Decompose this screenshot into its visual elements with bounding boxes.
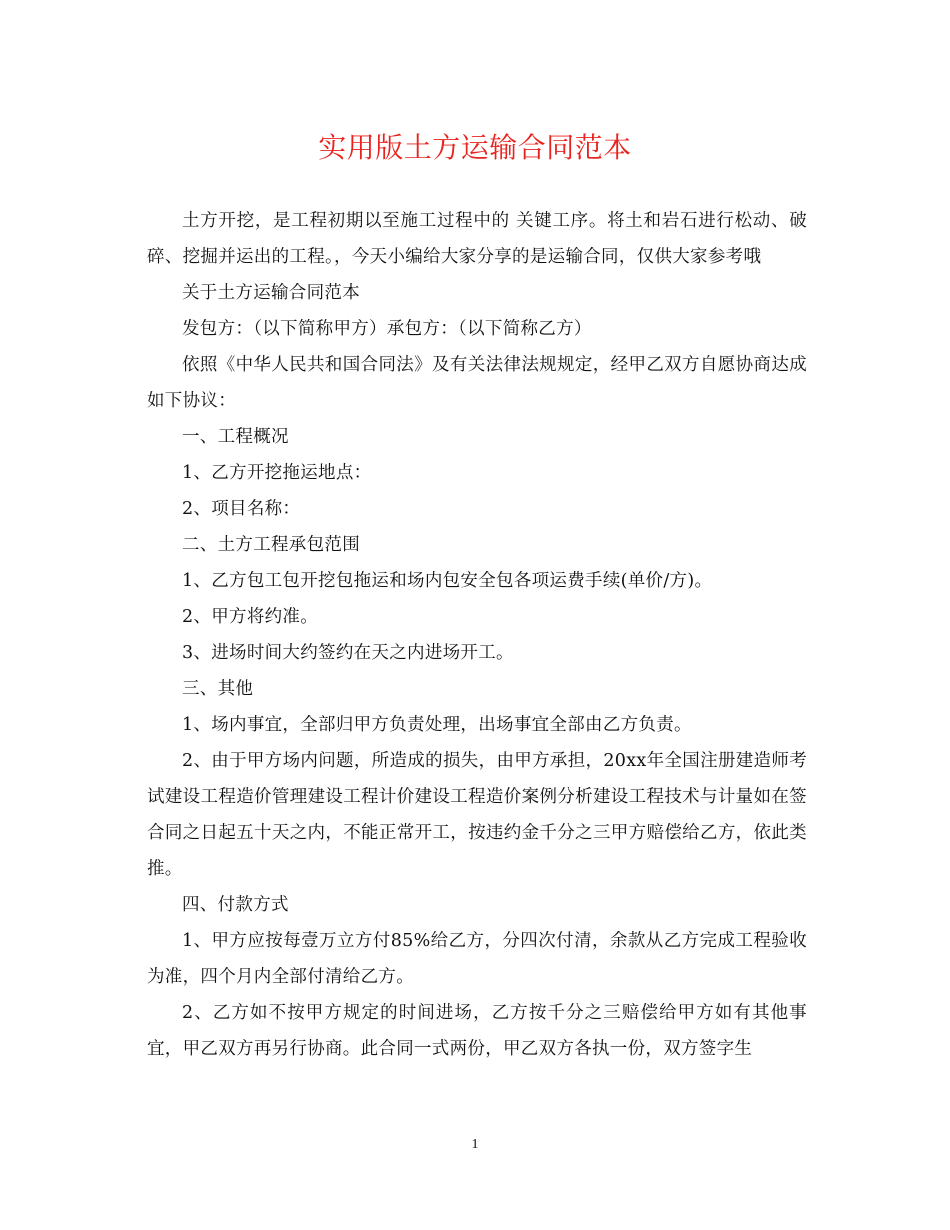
section-payment: 四、付款方式 [182, 895, 289, 915]
document-body [147, 203, 807, 1067]
clause-project-name: 2、项目名称： [182, 499, 301, 519]
clause-entry-time: 3、进场时间大约签约在天之内进场开工。 [182, 643, 514, 663]
section-other: 三、其他 [182, 679, 254, 699]
clause-late-entry: 2、乙方如不按甲方规定的时间进场，乙方按千分之三赔偿给甲方如有其他事宜，甲乙双方再另行协商。此合同一式两份，甲乙双方各执一份，双方签字生 [147, 1003, 807, 1059]
clause-losses: 2、由于甲方场内问题，所造成的损失，由甲方承担，20xx年全国注册建造师考试建设工程造价管理建设工程计价建设工程造价案例分析建设工程技术与计量如在签合同之日起五十天之内，不能正常开工，按违约金千分之三甲方赔偿给乙方，依此类推。 [147, 751, 807, 879]
clause-payment-terms: 1、甲方应按每壹万立方付85%给乙方，分四次付清，余款从乙方完成工程验收为准，四个月内全部付清给乙方。 [147, 931, 807, 987]
parties-line: 发包方：（以下简称甲方）承包方：（以下简称乙方） [182, 319, 592, 339]
clause-scope-contract: 1、乙方包工包开挖包拖运和场内包安全包各项运费手续(单价/方)。 [182, 571, 713, 591]
page-number: 1 [471, 1137, 479, 1152]
clause-excavation-site: 1、乙方开挖拖运地点： [182, 463, 372, 483]
clause-site-matters: 1、场内事宜，全部归甲方负责处理，出场事宜全部由乙方负责。 [182, 715, 692, 735]
clause-party-a: 2、甲方将约准。 [182, 607, 319, 627]
document-title: 实用版土方运输合同范本 [318, 131, 632, 164]
section-project-overview: 一、工程概况 [182, 427, 289, 447]
section-scope: 二、土方工程承包范围 [182, 535, 360, 555]
agreement-basis: 依照《中华人民共和国合同法》及有关法律法规规定，经甲乙双方自愿协商达成如下协议： [147, 355, 807, 411]
section-heading: 关于土方运输合同范本 [182, 283, 360, 303]
intro-paragraph: 土方开挖，是工程初期以至施工过程中的 关键工序。将土和岩石进行松动、破碎、挖掘并运出的工程。，今天小编给大家分享的是运输合同，仅供大家参考哦 [147, 211, 807, 267]
